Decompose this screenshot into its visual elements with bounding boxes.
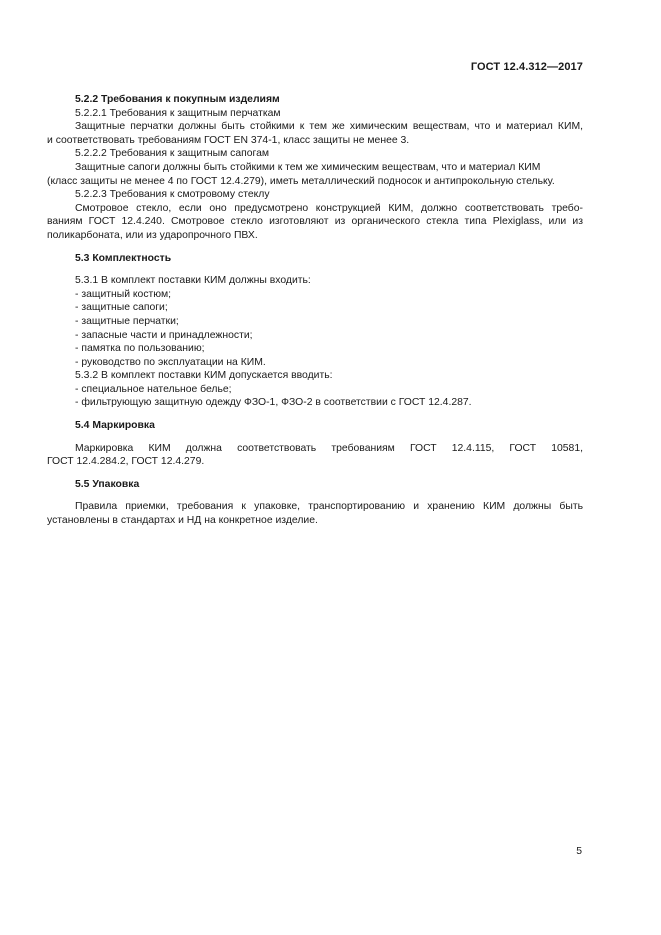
- list-item: - защитные перчатки;: [75, 315, 179, 327]
- list-item: - запасные части и принадлежности;: [75, 329, 253, 341]
- list-item: - памятка по пользованию;: [75, 343, 205, 355]
- paragraph-marking-line1: Маркировка КИМ должна соответствовать требованиям ГОСТ 12.4.115, ГОСТ 10581,: [75, 442, 583, 454]
- list-item: - специальное нательное белье;: [75, 383, 232, 395]
- paragraph-glass-line3: поликарбоната, или из ударопрочного ПВХ.: [47, 229, 258, 241]
- page-number: 5: [576, 846, 582, 857]
- paragraph-gloves-line2: и соответствовать требованиям ГОСТ EN 374-1, класс защиты не менее 3.: [47, 134, 410, 146]
- paragraph-5-3-2: 5.3.2 В комплект поставки КИМ допускается вводить:: [75, 370, 333, 382]
- paragraph-boots-line2: (класс защиты не менее 4 по ГОСТ 12.4.279), иметь металлический подносок и антипрокольную стельку.: [47, 175, 555, 187]
- paragraph-gloves-line1: Защитные перчатки должны быть стойкими к тем же химическим веществам, что и материал КИМ,: [75, 121, 583, 133]
- paragraph-marking-line2: ГОСТ 12.4.284.2, ГОСТ 12.4.279.: [47, 456, 205, 468]
- section-5-3-heading: 5.3 Комплектность: [75, 252, 172, 264]
- paragraph-packaging-line1: Правила приемки, требования к упаковке, транспортированию и хранению КИМ должны быть: [75, 501, 583, 513]
- list-item: - фильтрующую защитную одежду ФЗО-1, ФЗО-2 в соответствии с ГОСТ 12.4.287.: [75, 397, 472, 409]
- subsection-5-2-2-1: 5.2.2.1 Требования к защитным перчаткам: [75, 107, 281, 119]
- paragraph-boots-line1: Защитные сапоги должны быть стойкими к тем же химическим веществам, что и материал КИМ: [75, 161, 541, 173]
- paragraph-5-3-1: 5.3.1 В комплект поставки КИМ должны входить:: [75, 275, 311, 287]
- document-id: ГОСТ 12.4.312—2017: [470, 61, 583, 73]
- paragraph-glass-line1: Смотровое стекло, если оно предусмотрено конструкцией КИМ, должно соответствовать требо-: [75, 202, 583, 214]
- subsection-5-2-2-2: 5.2.2.2 Требования к защитным сапогам: [75, 148, 270, 160]
- paragraph-glass-line2: ваниям ГОСТ 12.4.240. Смотровое стекло изготовляют из органического стекла типа Plexiglass, или из: [47, 216, 583, 228]
- list-item: - руководство по эксплуатации на КИМ.: [75, 356, 266, 368]
- list-item: - защитный костюм;: [75, 288, 172, 300]
- section-5-4-heading: 5.4 Маркировка: [75, 420, 155, 432]
- section-5-5-heading: 5.5 Упаковка: [75, 478, 140, 490]
- subsection-5-2-2-3: 5.2.2.3 Требования к смотровому стеклу: [75, 189, 270, 201]
- section-5-2-2-heading: 5.2.2 Требования к покупным изделиям: [75, 94, 280, 105]
- list-item: - защитные сапоги;: [75, 302, 168, 314]
- document-body: [47, 93, 583, 528]
- paragraph-packaging-line2: установлены в стандартах и НД на конкретное изделие.: [47, 515, 318, 527]
